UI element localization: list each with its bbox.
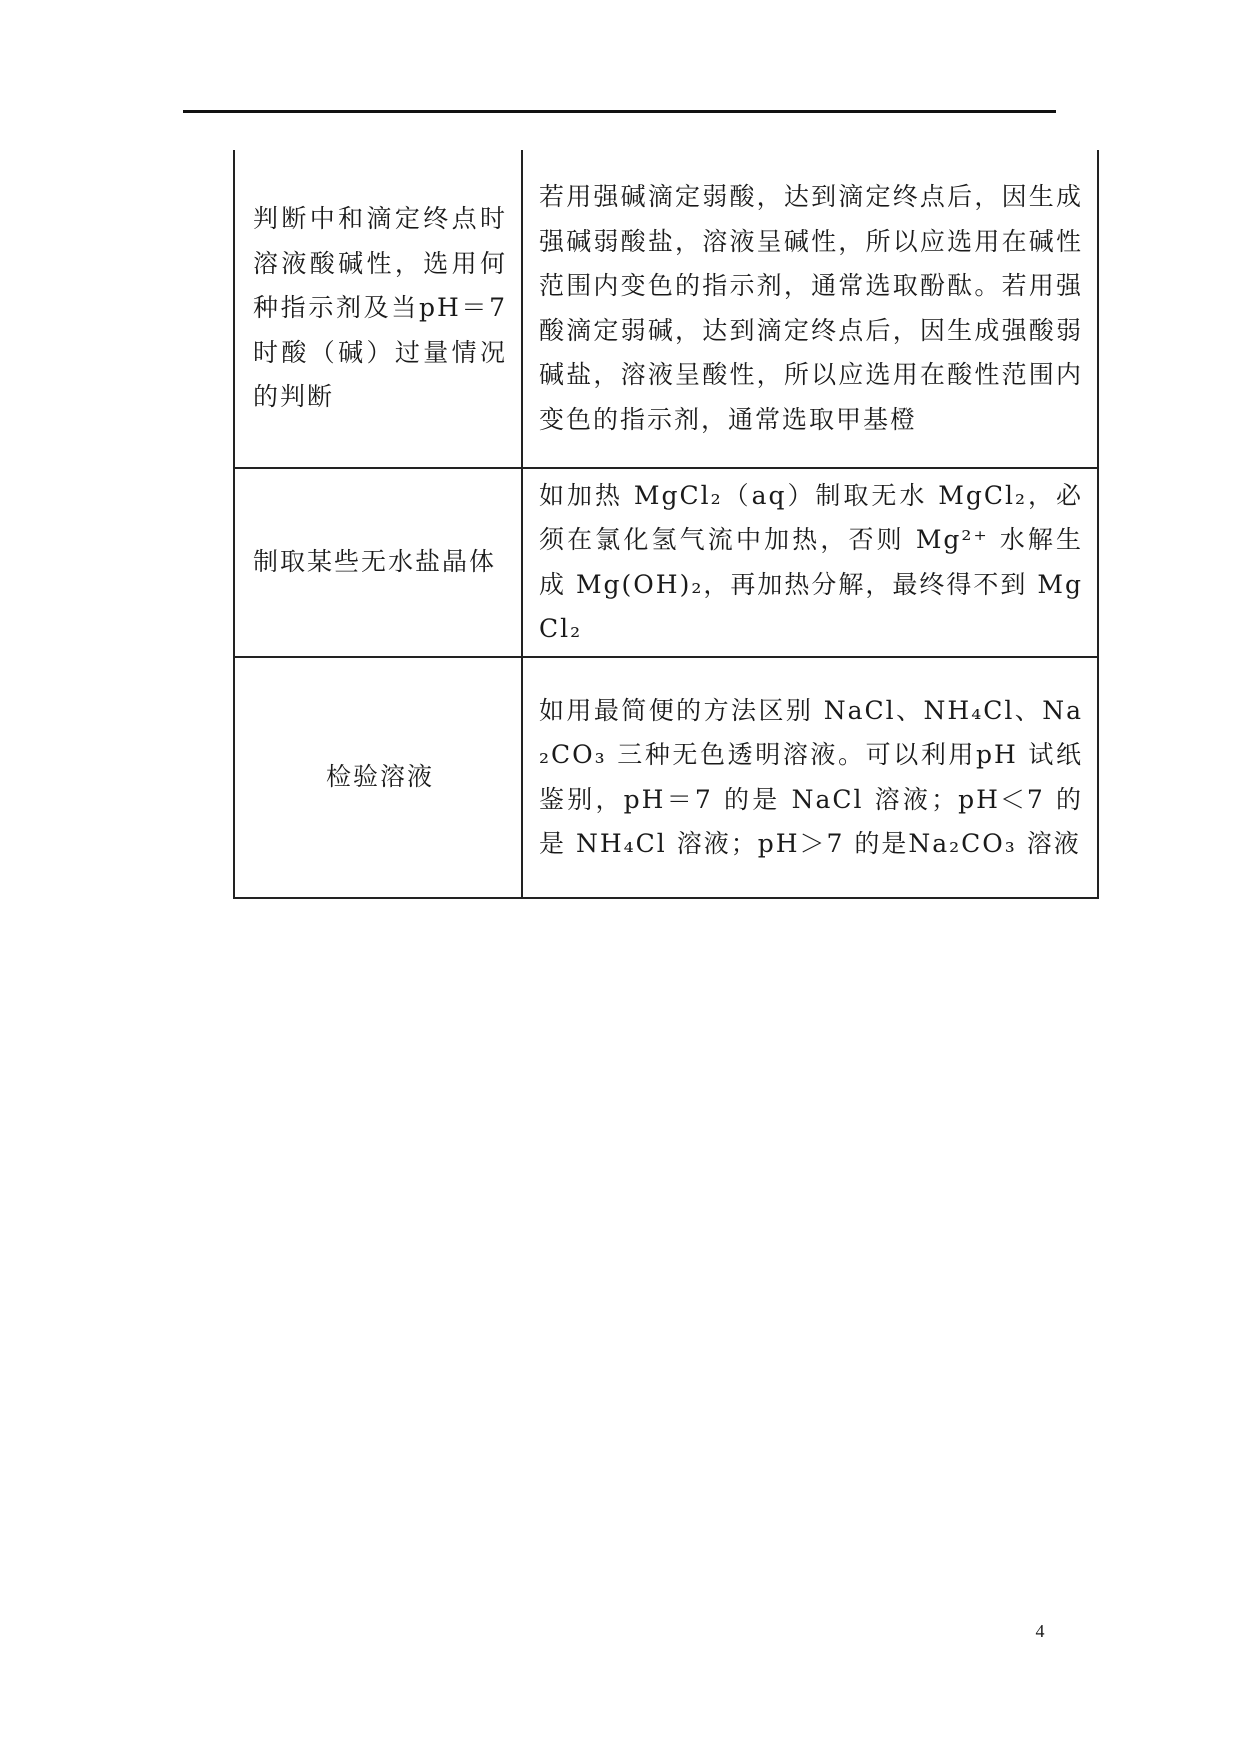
row-label: 检验溶液 [234,657,522,898]
page-number: 4 [1035,1621,1045,1641]
row-description: 若用强碱滴定弱酸，达到滴定终点后，因生成强碱弱酸盐，溶液呈碱性，所以应选用在碱性范围内变色的指示剂，通常选取酚酞。若用强酸滴定弱碱，达到滴定终点后，因生成强酸弱碱盐，溶液呈酸性，所以应选用在酸性范围内变色的指示剂，通常选取甲基橙 [522,150,1098,468]
table-row [234,657,1098,898]
table-row [234,150,1098,468]
row-label: 判断中和滴定终点时溶液酸碱性，选用何种指示剂及当pH＝7 时酸（碱）过量情况的判断 [234,150,522,468]
application-table [233,150,1099,899]
table-row [234,468,1098,657]
row-label: 制取某些无水盐晶体 [234,468,522,657]
row-description: 如用最简便的方法区别 NaCl、NH₄Cl、Na₂CO₃ 三种无色透明溶液。可以利用pH 试纸鉴别，pH＝7 的是 NaCl 溶液；pH＜7 的是 NH₄Cl 溶液；pH＞7 的是Na₂CO₃ 溶液 [522,657,1098,898]
row-description: 如加热 MgCl₂（aq）制取无水 MgCl₂，必须在氯化氢气流中加热，否则 Mg²⁺ 水解生成 Mg(OH)₂，再加热分解，最终得不到 MgCl₂ [522,468,1098,657]
header-rule [183,110,1056,113]
